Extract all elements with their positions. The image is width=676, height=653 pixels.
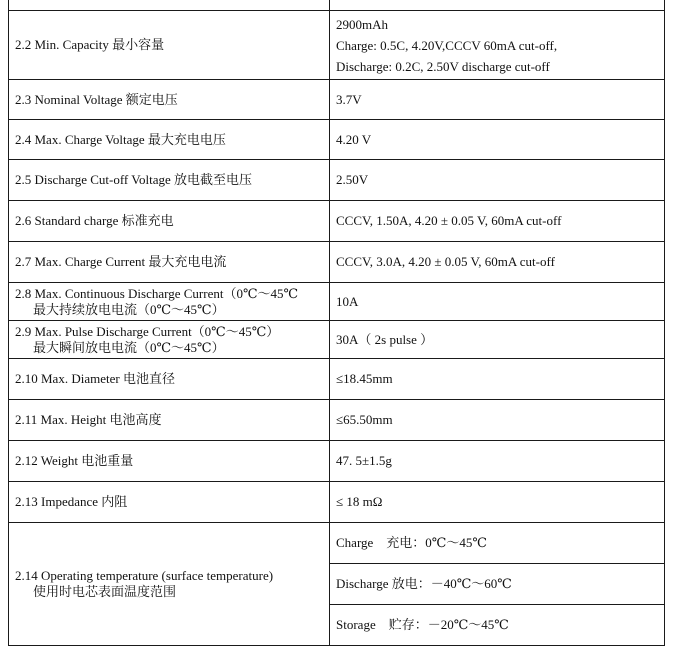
- spec-value-cell: [330, 283, 665, 321]
- spec-label-cn: 最大瞬间放电电流（0℃～45℃）: [33, 339, 225, 355]
- spec-value-cell: [330, 400, 665, 441]
- spec-label-cell: [9, 359, 330, 400]
- spec-label-cn: 最大持续放电电流（0℃～45℃）: [33, 301, 225, 317]
- spec-label-cell: [9, 283, 330, 321]
- spec-value-cell: [330, 160, 665, 201]
- spec-value: ≤18.45mm: [336, 371, 393, 386]
- spec-value: CCCV, 3.0A, 4.20 ± 0.05 V, 60mA cut-off: [336, 254, 555, 269]
- table-row-impedance: [9, 482, 665, 523]
- spec-value-cell: [330, 0, 665, 11]
- spec-label: 2.5 Discharge Cut-off Voltage 放电截至电压: [15, 172, 252, 187]
- table-row-standard-charge: [9, 201, 665, 242]
- spec-label: 2.4 Max. Charge Voltage 最大充电电压: [15, 131, 226, 147]
- spec-value: Storage 贮存：－20℃～45℃: [336, 617, 509, 632]
- table-row-max-charge-current: [9, 242, 665, 283]
- spec-label: 2.2 Min. Capacity 最小容量: [15, 37, 165, 52]
- spec-value-cell: [330, 242, 665, 283]
- spec-value: 2.50V: [336, 172, 369, 187]
- spec-value: 30A（ 2s pulse ）: [336, 331, 434, 347]
- spec-value: 47. 5±1.5g: [336, 453, 392, 468]
- battery-spec-table: [8, 0, 665, 646]
- spec-label: 2.3 Nominal Voltage 额定电压: [15, 91, 178, 107]
- table-row-operating-temp-charge: [9, 523, 665, 564]
- spec-label-cell: [9, 242, 330, 283]
- table-row-nominal-voltage: [9, 80, 665, 120]
- spec-label: 2.6 Standard charge 标准充电: [15, 213, 174, 228]
- table-row-min-capacity: [9, 11, 665, 80]
- spec-value: CCCV, 1.50A, 4.20 ± 0.05 V, 60mA cut-off: [336, 213, 562, 228]
- spec-value: 4.20 V: [336, 131, 372, 147]
- table-row-max-continuous-discharge: [9, 283, 665, 321]
- spec-value-cell: [330, 482, 665, 523]
- spec-label-cell: [9, 11, 330, 80]
- spec-value-cell: [330, 523, 665, 564]
- table-row-weight: [9, 441, 665, 482]
- table-row-discharge-cutoff: [9, 160, 665, 201]
- spec-value-cell: [330, 441, 665, 482]
- spec-label: 2.7 Max. Charge Current 最大充电电流: [15, 254, 227, 269]
- spec-value: 10A: [336, 293, 359, 309]
- spec-value: ≤ 18 mΩ: [336, 494, 383, 509]
- spec-value-cell: [330, 564, 665, 605]
- spec-label-cell: [9, 400, 330, 441]
- spec-value: Discharge 放电：－40℃～60℃: [336, 576, 512, 591]
- spec-value-line: Discharge: 0.2C, 2.50V discharge cut-off: [336, 58, 550, 74]
- spec-label: 2.13 Impedance 内阻: [15, 494, 128, 509]
- spec-value-line: Charge: 0.5C, 4.20V,CCCV 60mA cut-off,: [336, 37, 558, 53]
- spec-label-cell: [9, 80, 330, 120]
- spec-label: 2.14 Operating temperature (surface temperature): [15, 568, 274, 583]
- spec-label-cell: [9, 482, 330, 523]
- table-row-max-diameter: [9, 359, 665, 400]
- spec-value-cell: [330, 201, 665, 242]
- spec-value: Charge 充电：0℃～45℃: [336, 535, 487, 550]
- spec-label-cell: [9, 321, 330, 359]
- spec-value-cell: [330, 80, 665, 120]
- table-row-max-charge-voltage: [9, 120, 665, 160]
- table-row-top-continued: [9, 0, 665, 11]
- spec-label-cell: [9, 523, 330, 646]
- spec-label-cn: 使用时电芯表面温度范围: [33, 584, 177, 599]
- spec-label-cell: [9, 160, 330, 201]
- spec-value: 3.7V: [336, 91, 362, 107]
- spec-value-cell: [330, 605, 665, 646]
- table-row-max-height: [9, 400, 665, 441]
- spec-label-cell: [9, 0, 330, 11]
- spec-value-cell: [330, 321, 665, 359]
- spec-value-cell: [330, 11, 665, 80]
- table-row-max-pulse-discharge: [9, 321, 665, 359]
- spec-label: 2.11 Max. Height 电池高度: [15, 412, 162, 427]
- spec-value: ≤65.50mm: [336, 412, 393, 427]
- spec-label: 2.12 Weight 电池重量: [15, 453, 134, 468]
- spec-label: 2.9 Max. Pulse Discharge Current（0℃～45℃）: [15, 323, 280, 339]
- spec-value-cell: [330, 120, 665, 160]
- spec-value-line: 2900mAh: [336, 16, 388, 32]
- spec-label-cell: [9, 120, 330, 160]
- spec-label-cell: [9, 441, 330, 482]
- spec-value-cell: [330, 359, 665, 400]
- spec-label: 2.10 Max. Diameter 电池直径: [15, 371, 175, 386]
- spec-label: 2.8 Max. Continuous Discharge Current（0℃～45℃: [15, 285, 299, 301]
- spec-label-cell: [9, 201, 330, 242]
